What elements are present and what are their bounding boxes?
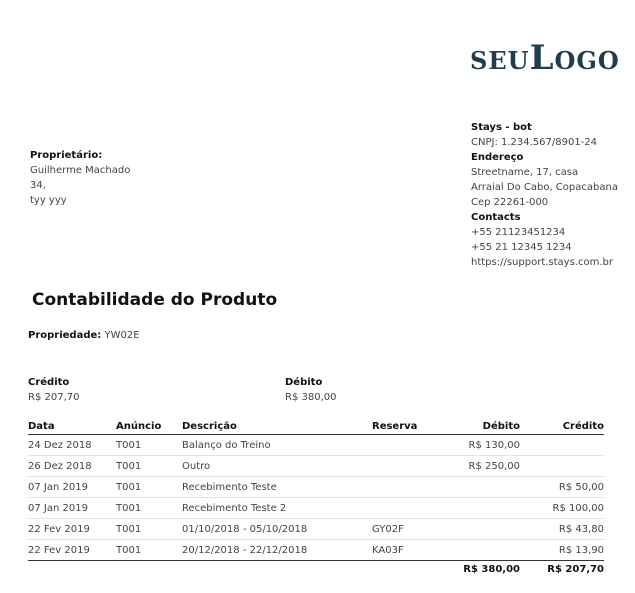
cell-booking: KA03F	[372, 544, 404, 556]
totals-spacer	[182, 561, 372, 578]
property-label: Propriedade:	[28, 330, 102, 341]
logo-letters-ogo: OGO	[554, 46, 620, 75]
total-debit: R$ 380,00	[463, 563, 520, 575]
cell-description: 01/10/2018 - 05/10/2018	[182, 523, 308, 535]
logo-letter-s: S	[470, 46, 489, 75]
credit-summary	[28, 375, 79, 405]
cell-booking	[372, 456, 450, 477]
totals-row	[28, 561, 604, 578]
cell-listing: T001	[116, 502, 142, 514]
cell-debit	[450, 498, 520, 519]
debit-summary-label: Débito	[285, 377, 323, 388]
company-info	[471, 120, 618, 270]
cell-date: 26 Dez 2018	[28, 460, 92, 472]
cell-description: Recebimento Teste 2	[182, 502, 287, 514]
totals-spacer	[372, 561, 450, 578]
header-booking: Reserva	[372, 418, 450, 435]
cell-booking	[372, 435, 450, 456]
total-credit: R$ 207,70	[547, 563, 604, 575]
cell-debit	[450, 477, 520, 498]
credit-summary-value: R$ 207,70	[28, 392, 80, 403]
cell-date: 24 Dez 2018	[28, 439, 92, 451]
owner-label: Proprietário:	[30, 150, 103, 161]
cell-credit	[520, 435, 604, 456]
cell-listing: T001	[116, 523, 142, 535]
address-line-2: Arraial Do Cabo, Copacabana	[471, 182, 618, 193]
cell-description: Recebimento Teste	[182, 481, 277, 493]
cell-date: 22 Fev 2019	[28, 544, 90, 556]
header-description: Descrição	[182, 418, 372, 435]
cell-booking	[372, 498, 450, 519]
cell-debit: R$ 130,00	[468, 439, 520, 451]
contact-phone-2: +55 21 12345 1234	[471, 242, 572, 253]
cell-date: 22 Fev 2019	[28, 523, 90, 535]
table-row	[28, 540, 604, 561]
table-row	[28, 477, 604, 498]
address-label: Endereço	[471, 152, 524, 163]
cell-credit: R$ 100,00	[552, 502, 604, 514]
table-row	[28, 519, 604, 540]
header-listing: Anúncio	[116, 418, 182, 435]
cell-credit	[520, 456, 604, 477]
header-credit: Crédito	[520, 418, 604, 435]
cell-date: 07 Jan 2019	[28, 502, 88, 514]
header-date: Data	[28, 418, 116, 435]
table-row	[28, 435, 604, 456]
table-row	[28, 498, 604, 519]
address-line-3: Cep 22261-000	[471, 197, 549, 208]
address-line-1: Streetname, 17, casa	[471, 167, 579, 178]
property-field	[28, 330, 140, 341]
logo-letter-l: L	[529, 38, 555, 78]
header-debit: Débito	[450, 418, 520, 435]
owner-address-2: tyy yyy	[30, 195, 67, 206]
cell-booking: GY02F	[372, 523, 404, 535]
cell-listing: T001	[116, 544, 142, 556]
credit-summary-label: Crédito	[28, 377, 70, 388]
table-row	[28, 456, 604, 477]
cell-date: 07 Jan 2019	[28, 481, 88, 493]
page-title: Contabilidade do Produto	[32, 290, 278, 310]
cell-description: Balanço do Treino	[182, 439, 271, 451]
cell-debit: R$ 250,00	[468, 460, 520, 472]
debit-summary-value: R$ 380,00	[285, 392, 337, 403]
owner-address-1: 34,	[30, 180, 46, 191]
company-logo	[470, 38, 620, 78]
owner-info	[30, 148, 130, 208]
company-cnpj: CNPJ: 1.234.567/8901-24	[471, 137, 598, 148]
cell-listing: T001	[116, 460, 142, 472]
table-header-row	[28, 418, 604, 435]
cell-description: Outro	[182, 460, 211, 472]
contact-phone-1: +55 21123451234	[471, 227, 566, 238]
cell-description: 20/12/2018 - 22/12/2018	[182, 544, 308, 556]
totals-spacer	[116, 561, 182, 578]
cell-debit	[450, 540, 520, 561]
company-name: Stays - bot	[471, 122, 532, 133]
cell-listing: T001	[116, 481, 142, 493]
owner-name: Guilherme Machado	[30, 165, 131, 176]
debit-summary	[285, 375, 336, 405]
cell-booking	[372, 477, 450, 498]
contacts-label: Contacts	[471, 212, 521, 223]
cell-debit	[450, 519, 520, 540]
property-value: YW02E	[104, 330, 140, 341]
cell-credit: R$ 50,00	[558, 481, 604, 493]
logo-letters-eu: EU	[488, 46, 530, 75]
cell-credit: R$ 13,90	[558, 544, 604, 556]
ledger-table	[28, 418, 604, 577]
cell-listing: T001	[116, 439, 142, 451]
totals-spacer	[28, 561, 116, 578]
cell-credit: R$ 43,80	[558, 523, 604, 535]
contact-website: https://support.stays.com.br	[471, 257, 613, 268]
